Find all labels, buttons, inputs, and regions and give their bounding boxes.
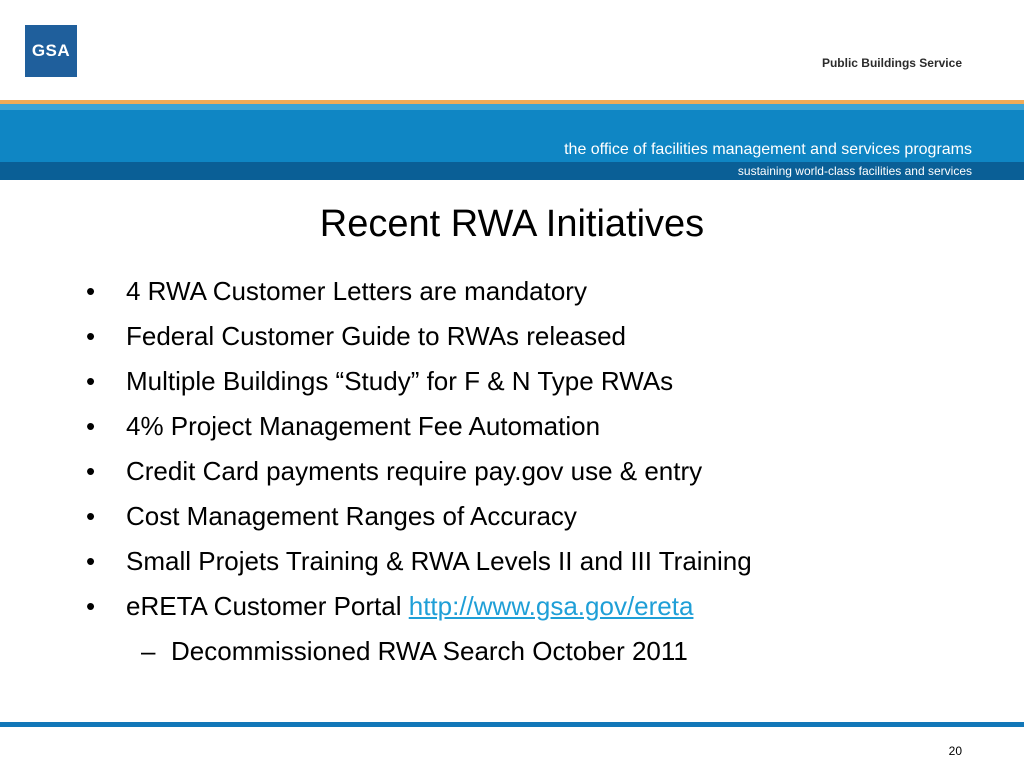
bullet-item-portal [86,585,752,630]
bullet-item [86,315,752,360]
bullet-dot-icon: • [86,456,96,486]
bullet-dot-icon: • [86,321,96,351]
bullet-dot-icon: • [86,411,96,441]
gsa-logo-text: GSA [31,41,71,60]
page-number: 20 [948,744,962,758]
gsa-logo [25,25,77,77]
bullet-item [86,270,752,315]
header-band-highlight [0,104,1024,110]
bullet-dot-icon: • [86,501,96,531]
bullet-item [86,405,752,450]
bullet-item [86,450,752,495]
slide-title: Recent RWA Initiatives [319,203,705,245]
sub-bullet-item [86,630,752,675]
bullet-dot-icon: • [86,276,96,306]
office-tagline: sustaining world-class facilities and services [737,164,972,178]
bullet-dot-icon: • [86,591,96,621]
bullet-item [86,540,752,585]
bullet-item [86,360,752,405]
bullet-text: Small Projets Training & RWA Levels II and III Training [126,546,752,576]
bullet-text: Credit Card payments require pay.gov use & entry [126,456,703,486]
bullet-text: Cost Management Ranges of Accuracy [126,501,577,531]
bullet-text: 4 RWA Customer Letters are mandatory [126,276,587,306]
bullet-list [86,270,752,675]
bullet-dot-icon: • [86,366,96,396]
bullet-text: 4% Project Management Fee Automation [126,411,601,441]
bullet-text: eRETA Customer Portal [126,591,409,621]
agency-name: Public Buildings Service [821,56,962,70]
dash-icon: – [141,636,156,666]
bullet-text: Multiple Buildings “Study” for F & N Type RWAs [126,366,674,396]
bullet-text: Federal Customer Guide to RWAs released [126,321,626,351]
bullet-item [86,495,752,540]
footer-rule [0,722,1024,727]
office-name: the office of facilities management and services programs [564,141,972,158]
ereta-portal-link[interactable]: http://www.gsa.gov/ereta [408,591,694,621]
bullet-dot-icon: • [86,546,96,576]
sub-bullet-text: Decommissioned RWA Search October 2011 [171,636,688,666]
